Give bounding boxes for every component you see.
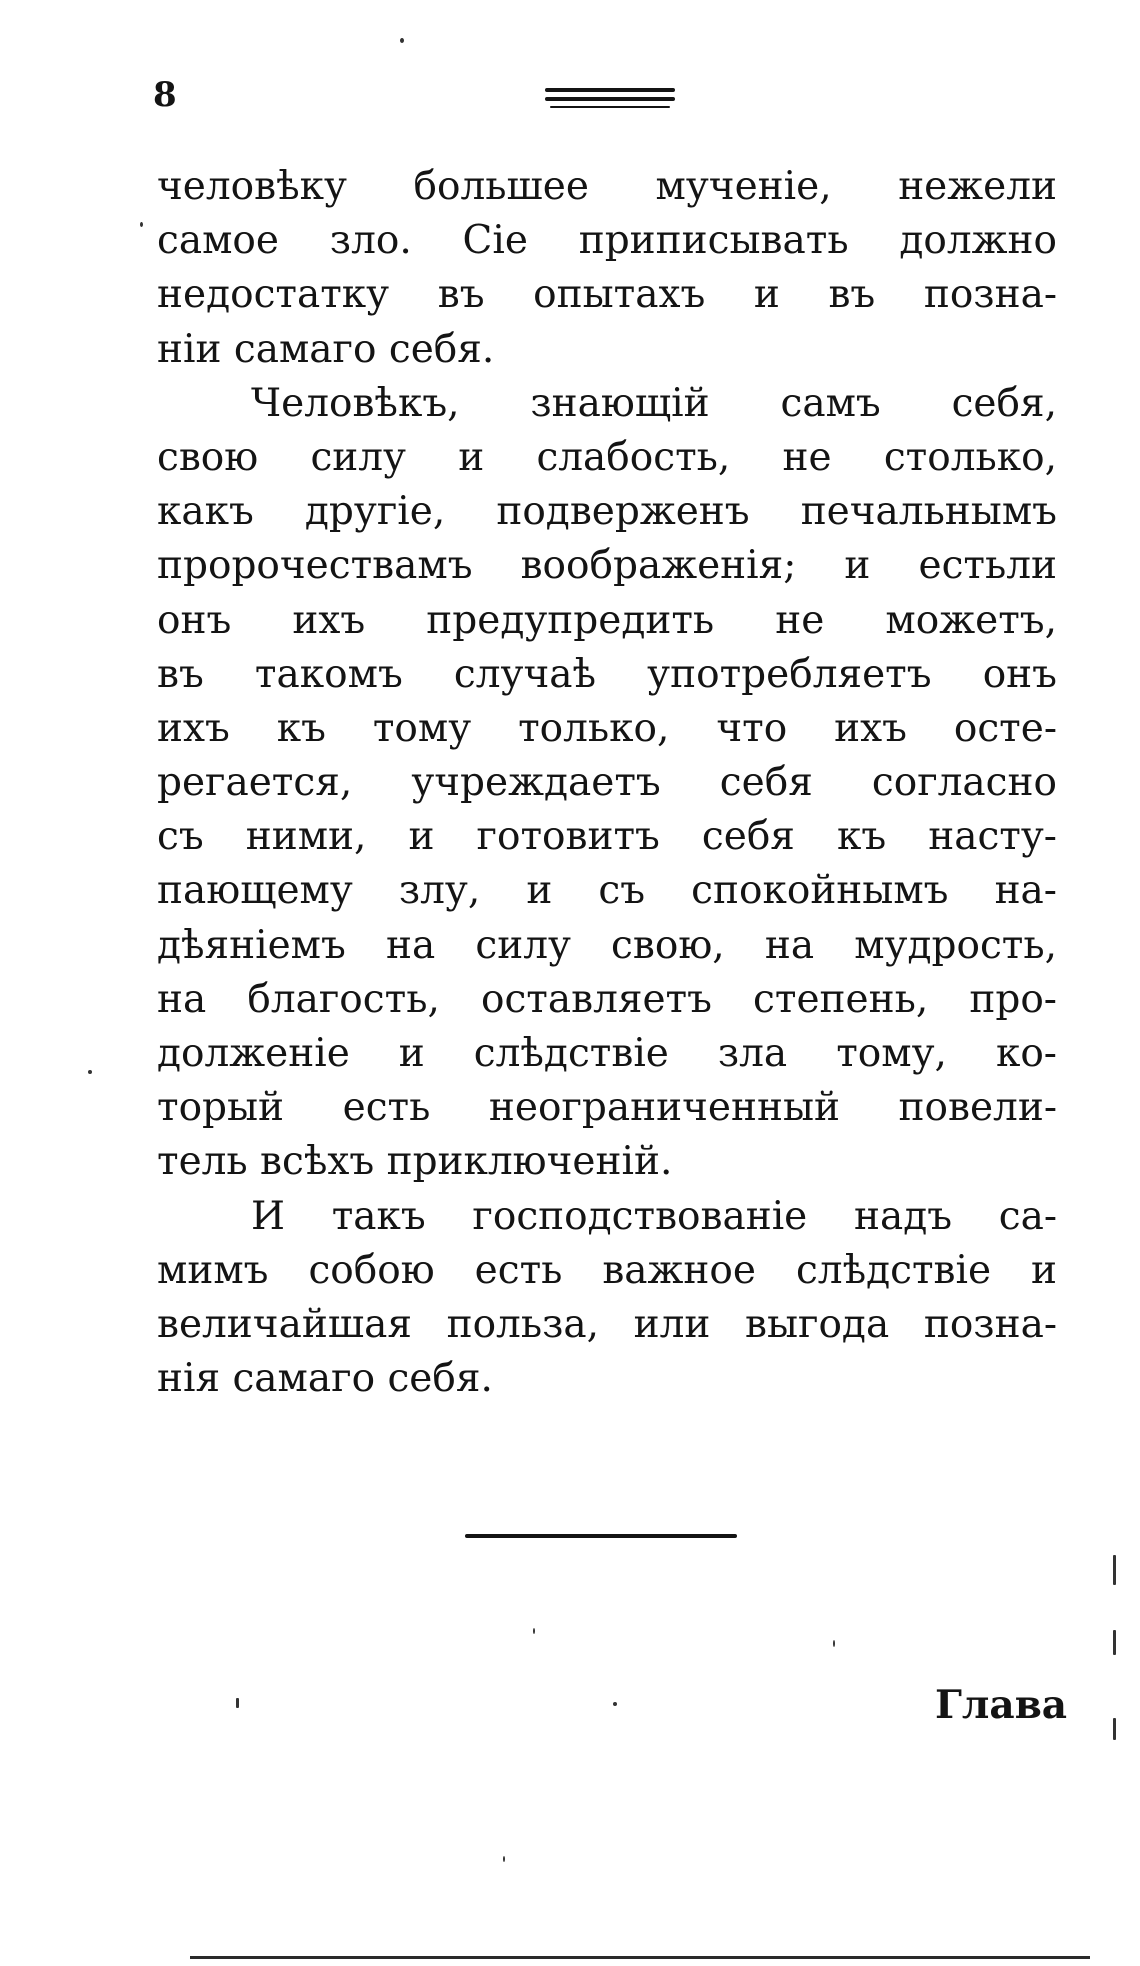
text-line: ихъ къ тому только, что ихъ осте-	[157, 705, 1057, 751]
text-line: человѣку большее мученіе, нежели	[157, 164, 1057, 209]
print-speck	[503, 1856, 505, 1862]
header-rule-bar-top	[545, 88, 675, 92]
text-line: Человѣкъ, знающій самъ себя,	[251, 380, 1057, 426]
section-divider-rule	[465, 1534, 737, 1538]
print-speck	[1113, 1555, 1116, 1585]
print-speck	[533, 1628, 535, 1634]
text-line: регается, учреждаетъ себя согласно	[157, 760, 1057, 806]
catchword: Глава	[935, 1682, 1068, 1728]
text-line: ніи самаго себя.	[157, 326, 495, 372]
text-line: долженіе и слѣдствіе зла тому, ко-	[157, 1031, 1057, 1076]
print-speck	[833, 1640, 835, 1647]
print-speck	[400, 38, 404, 43]
page-bottom-edge	[190, 1956, 1090, 1959]
text-line: недостатку въ опытахъ и въ позна-	[157, 272, 1057, 318]
text-line: нія самаго себя.	[157, 1356, 493, 1402]
text-line: И такъ господствованіе надъ са-	[251, 1193, 1057, 1239]
text-line: пающему злу, и съ спокойнымъ на-	[157, 868, 1057, 914]
print-speck	[613, 1702, 617, 1706]
header-rule-bar-middle	[545, 97, 675, 101]
text-line: тель всѣхъ приключеній.	[157, 1139, 673, 1185]
print-speck	[140, 222, 143, 227]
print-speck	[88, 1070, 92, 1074]
text-line: пророчествамъ воображенія; и естьли	[157, 543, 1057, 589]
print-speck	[236, 1698, 239, 1708]
text-line: дѣяніемъ на силу свою, на мудрость,	[157, 922, 1057, 968]
header-rule-bar-bottom	[550, 106, 670, 108]
text-line: на благость, оставляетъ степень, про-	[157, 976, 1057, 1022]
header-ornament-rule	[545, 88, 675, 113]
text-line: торый есть неограниченный повели-	[157, 1085, 1057, 1131]
text-line: въ такомъ случаѣ употребляетъ онъ	[157, 651, 1057, 697]
body-text	[157, 160, 1057, 1406]
text-line: какъ другіе, подверженъ печальнымъ	[157, 489, 1057, 535]
text-line: величайшая польза, или выгода позна-	[157, 1301, 1057, 1347]
text-line: мимъ собою есть важное слѣдствіе и	[157, 1247, 1057, 1293]
text-line: свою силу и слабость, не столько,	[157, 434, 1057, 480]
print-speck	[1113, 1718, 1116, 1740]
print-speck	[1113, 1630, 1116, 1655]
text-line: съ ними, и готовитъ себя къ насту-	[157, 814, 1057, 860]
text-line: онъ ихъ предупредить не можетъ,	[157, 597, 1057, 643]
text-line: самое зло. Сіе приписывать должно	[157, 218, 1057, 264]
page-number: 8	[153, 75, 177, 115]
